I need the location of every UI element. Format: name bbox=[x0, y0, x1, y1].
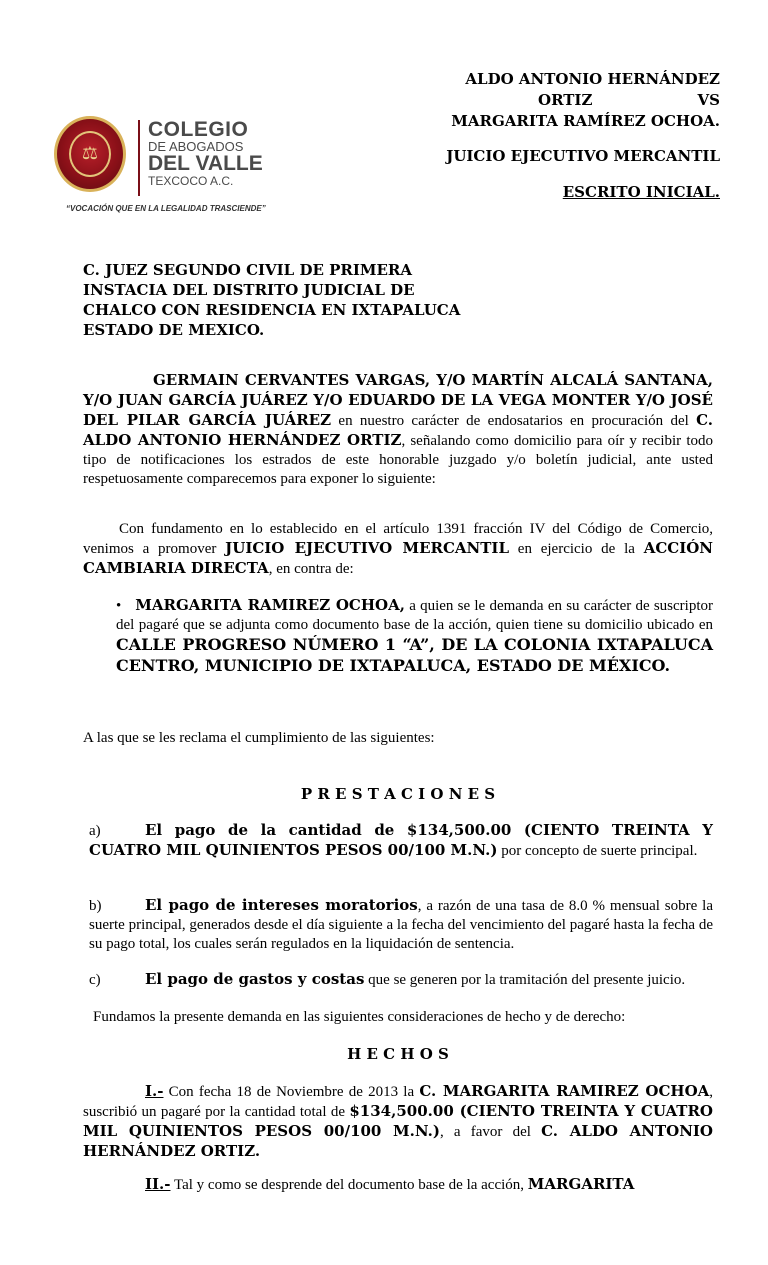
hecho-i: I.- Con fecha 18 de Noviembre de 2013 la C. MARGARITA RAMIREZ OCHOA, suscribió un pagaré por la cantidad total de $134,500.00 (CIENTO TREINTA Y CUATRO MIL QUINIENTOS PESOS 00/100 M.N.), a favor del C. ALDO ANTONIO HERNÁNDEZ ORTIZ. bbox=[83, 1082, 714, 1160]
prestacion-c: c) El pago de gastos y costas que se generen por la tramitación del presente juicio. bbox=[89, 970, 686, 988]
logo-divider bbox=[138, 120, 140, 196]
defendant-item: • MARGARITA RAMIREZ OCHOA, a quien se le demanda en su carácter de suscriptor del pagaré que se adjunta como documento base de la acción, quien tiene su domicilio ubicado en CALLE PROGRESO NÚMERO 1 “A”, DE LA COLONIA IXTAPALUCA CENTRO, MUNICIPIO DE IXTAPALUCA, ESTADO DE MÉXICO. bbox=[116, 596, 714, 675]
logo-motto: “VOCACIÓN QUE EN LA LEGALIDAD TRASCIENDE” bbox=[66, 204, 266, 213]
prestacion-b: b) El pago de intereses moratorios, a razón de una tasa de 8.0 % mensual sobre la suerte principal, generados desde el día siguiente a la fecha del vencimiento del pagaré hasta la fecha de su pago total, los cuales serán regulados en la liquidación de sentencia. bbox=[89, 896, 713, 952]
document-title: ESCRITO INICIAL. bbox=[562, 183, 720, 201]
prestaciones-heading: P R E S T A C I O N E S bbox=[300, 785, 496, 803]
case-type: JUICIO EJECUTIVO MERCANTIL bbox=[446, 147, 720, 165]
basis-paragraph: Con fundamento en lo establecido en el artículo 1391 fracción IV del Código de Comercio, venimos a promover JUICIO EJECUTIVO MERCANTIL en ejercicio de la ACCIÓN CAMBIARIA DIRECTA, en contra de: bbox=[83, 521, 713, 577]
intro-paragraph: GERMAIN CERVANTES VARGAS, Y/O MARTÍN ALCALÁ SANTANA, Y/O JUAN GARCÍA JUÁREZ Y/O EDUARDO DE LA VEGA MONTER Y/O JOSÉ DEL PILAR GARCÍA JUÁREZ en nuestro carácter de endosatarios en procuración del C. ALDO ANTONIO HERNÁNDEZ ORTIZ, señalando como domicilio para oír y recibir todo tipo de notificaciones los estrados de este honorable juzgado y/o boletín judicial, ante usted respetuosamente comparecemos para exponer lo siguiente: bbox=[83, 371, 714, 487]
addressee: C. JUEZ SEGUNDO CIVIL DE PRIMERA INSTACIA DEL DISTRITO JUDICIAL DE CHALCO CON RESIDENCIA EN IXTAPALUCA ESTADO DE MEXICO. bbox=[83, 261, 461, 339]
case-party-2: MARGARITA RAMÍREZ OCHOA. bbox=[451, 112, 720, 130]
hechos-heading: H E C H O S bbox=[347, 1045, 449, 1063]
case-party-1: ALDO ANTONIO HERNÁNDEZ bbox=[465, 70, 720, 88]
college-seal-icon: ⚖ bbox=[54, 116, 126, 192]
bullet-icon: • bbox=[116, 598, 122, 614]
logo-wordmark: COLEGIO DE ABOGADOS DEL VALLE TEXCOCO A.C. bbox=[148, 118, 263, 188]
prestacion-a: a) El pago de la cantidad de $134,500.00 (CIENTO TREINTA Y CUATRO MIL QUINIENTOS PESOS 00/100 M.N.) por concepto de suerte principal. bbox=[89, 821, 713, 859]
college-logo bbox=[52, 112, 272, 220]
hecho-ii: II.- Tal y como se desprende del documento base de la acción, MARGARITA bbox=[145, 1175, 635, 1193]
claim-intro: A las que se les reclama el cumplimiento de las siguientes: bbox=[83, 730, 435, 746]
fundamos-paragraph: Fundamos la presente demanda en las siguientes consideraciones de hecho y de derecho: bbox=[93, 1009, 626, 1025]
